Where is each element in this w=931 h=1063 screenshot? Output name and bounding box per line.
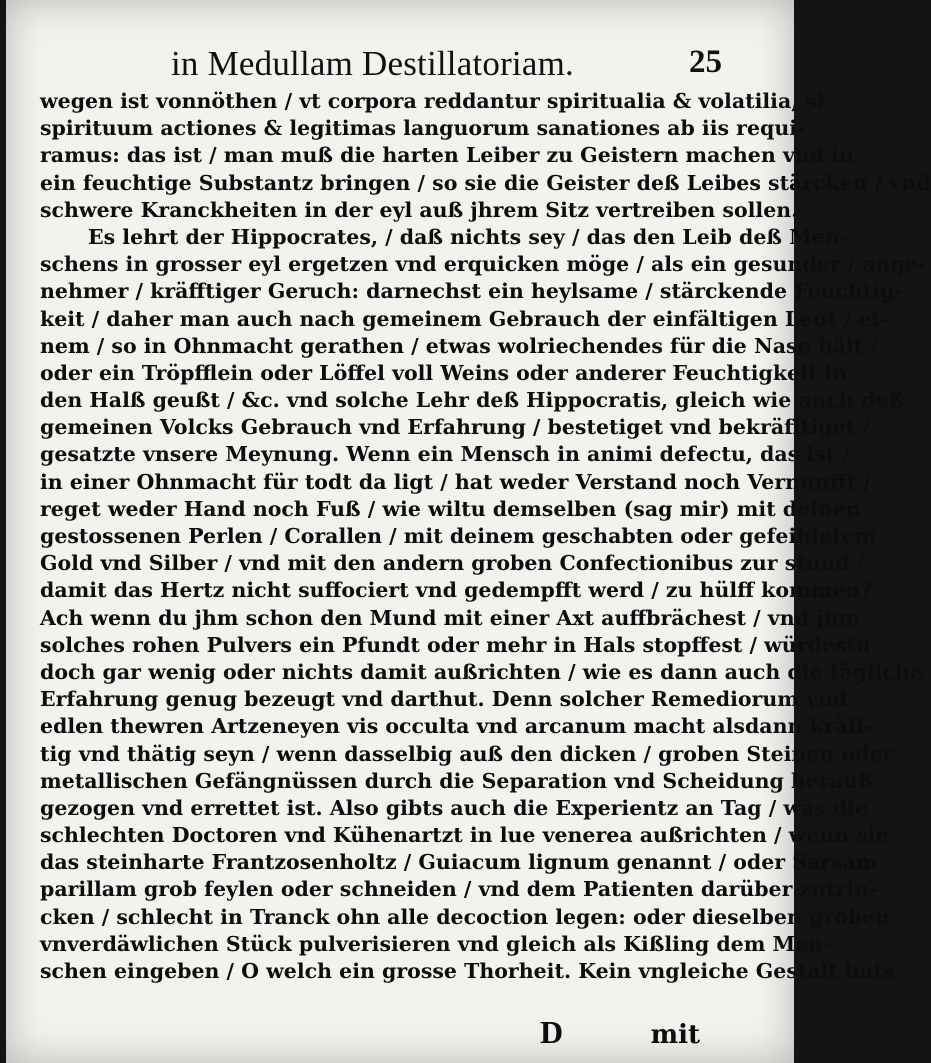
- text-line: spirituum actiones & legitimas languorum sanationes ab iis requi-: [40, 116, 806, 141]
- text-line: reget weder Hand noch Fuß / wie wiltu demselben (sag mir) mit deinen: [40, 496, 861, 521]
- text-line: nem / so in Ohnmacht gerathen / etwas wolriechendes für die Nase hält /: [40, 333, 878, 358]
- text-line: vnverdäwlichen Stück pulverisieren vnd gleich als Kißling dem Men-: [40, 931, 832, 956]
- text-line: tig vnd thätig seyn / wenn dasselbig auß den dicken / groben Steinen oder: [40, 741, 894, 766]
- signature-mark: D: [540, 1014, 564, 1050]
- text-line: gesatzte vnsere Meynung. Wenn ein Mensch in animi defectu, das ist /: [40, 442, 850, 467]
- text-line: das steinharte Frantzosenholtz / Guiacum lignum genannt / oder Sarsam: [40, 850, 878, 875]
- text-line: cken / schlecht in Tranck ohn alle decoction legen: oder dieselben groben: [40, 904, 891, 929]
- text-line: oder ein Tröpfflein oder Löffel voll Weins oder anderer Feuchtigkeit in: [40, 360, 848, 385]
- text-line: gemeinen Volcks Gebrauch vnd Erfahrung / bestetiget vnd bekräfftiget /: [40, 415, 870, 440]
- body-text: [40, 88, 931, 985]
- text-line: nehmer / kräfftiger Geruch: darnechst ein heylsame / stärckende Feuchtig-: [40, 279, 904, 304]
- text-line: ein feuchtige Substantz bringen / so sie die Geister deß Leibes stärcken / vnd: [40, 170, 931, 195]
- text-line: metallischen Gefängnüssen durch die Separation vnd Scheidung herauß: [40, 768, 874, 793]
- text-line: parillam grob feylen oder schneiden / vnd dem Patienten darüber zutrin-: [40, 877, 878, 902]
- text-line: in einer Ohnmacht für todt da ligt / hat weder Verstand noch Vernunfft /: [40, 469, 871, 494]
- text-line: keit / daher man auch nach gemeinem Gebrauch der einfältigen Leut / ei-: [40, 306, 888, 331]
- text-line: schwere Kranckheiten in der eyl auß jhrem Sitz vertreiben sollen.: [40, 197, 799, 222]
- text-line: schen eingeben / O welch ein grosse Thorheit. Kein vngleiche Gestalt hats: [40, 959, 895, 983]
- text-line: ramus: das ist / man muß die harten Leiber zu Geistern machen vnd in: [40, 143, 854, 168]
- text-line: schens in grosser eyl ergetzen vnd erquicken möge / als ein gesunder / ange-: [40, 252, 927, 277]
- paragraph-start-line: Es lehrt der Hippocrates, / daß nichts sey / das den Leib deß Men-: [88, 224, 849, 249]
- text-line: Ach wenn du jhm schon den Mund mit einer Axt auffbrächest / vnd jhm: [40, 605, 861, 630]
- page-number: 25: [689, 44, 722, 80]
- text-line: Erfahrung genug bezeugt vnd darthut. Denn solcher Remediorum vnd: [40, 687, 848, 712]
- text-line: damit das Hertz nicht suffociert vnd gedempfft werd / zu hülff kommen?: [40, 578, 873, 603]
- catchword: mit: [650, 1020, 700, 1050]
- text-line: doch gar wenig oder nichts damit außrichten / wie es dann auch die tägliche: [40, 659, 923, 684]
- book-page: [6, 0, 931, 1063]
- text-line: gestossenen Perlen / Corallen / mit deinem geschabten oder gefeihletem: [40, 524, 877, 548]
- page-header: [6, 44, 794, 88]
- text-line: schlechten Doctoren vnd Kühenartzt in lue venerea außrichten / wenn sie: [40, 823, 889, 848]
- text-line: Gold vnd Silber / vnd mit den andern groben Confectionibus zur stund /: [40, 551, 865, 576]
- text-line: den Halß geußt / &c. vnd solche Lehr deß Hippocratis, gleich wie auch deß: [40, 388, 905, 413]
- text-line: gezogen vnd errettet ist. Also gibts auch die Experientz an Tag / was die: [40, 795, 869, 820]
- text-line: wegen ist vonnöthen / vt corpora reddantur spiritualia & volatilia, si: [40, 89, 825, 113]
- text-line: solches rohen Pulvers ein Pfundt oder mehr in Hals stopffest / würdestu: [40, 632, 871, 657]
- running-head: in Medullam Destillatoriam.: [171, 44, 574, 83]
- text-line: edlen thewren Artzeneyen vis occulta vnd arcanum macht alsdann kräff-: [40, 714, 874, 739]
